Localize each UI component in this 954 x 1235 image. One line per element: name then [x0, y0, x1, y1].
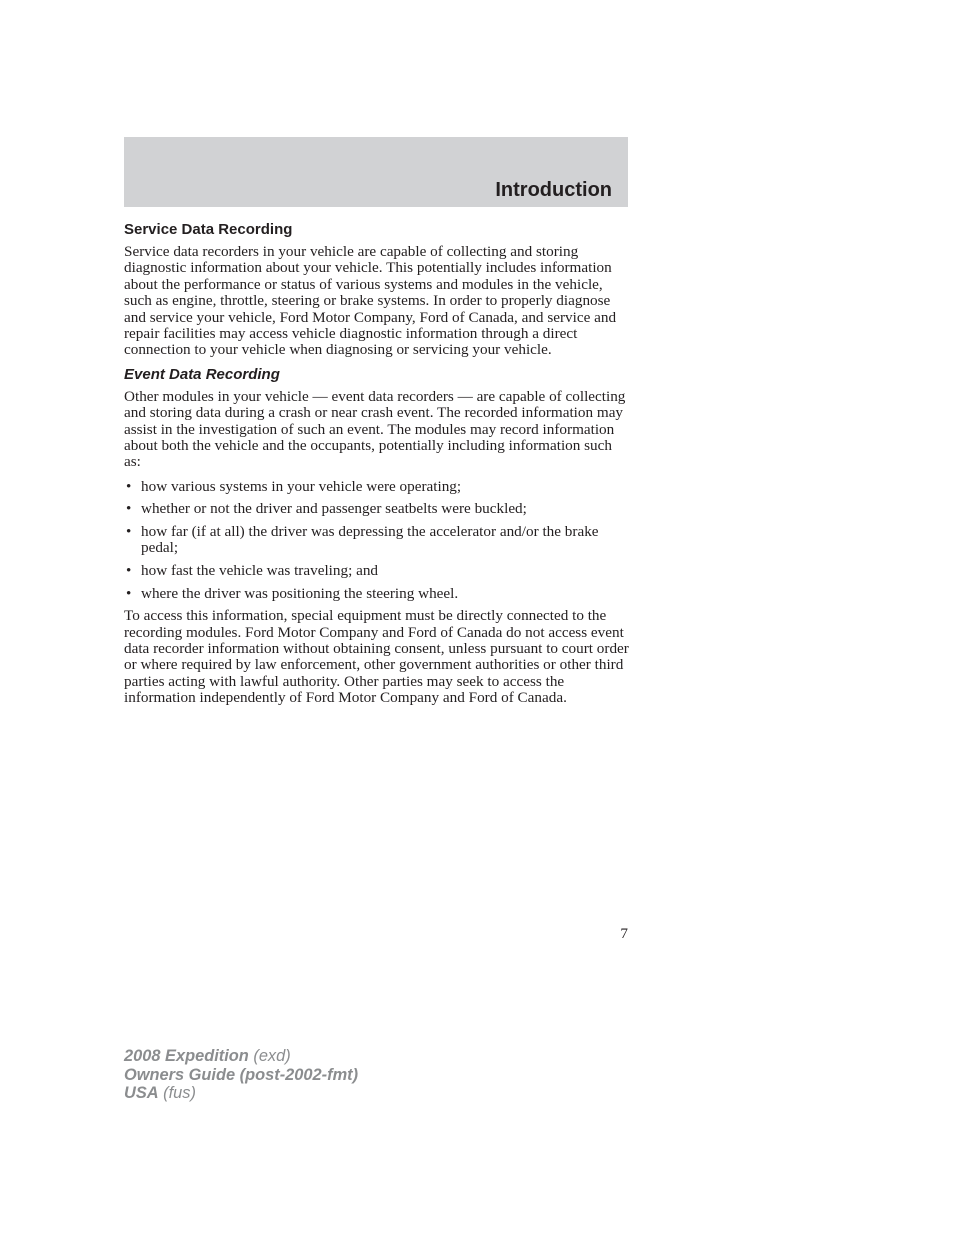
footer-line-model: [124, 1047, 358, 1066]
footer-market-name: USA: [124, 1084, 159, 1102]
list-item-text: whether or not the driver and passenger seatbelts were buckled;: [141, 500, 527, 518]
list-item: [124, 586, 630, 602]
footer-line-market: [124, 1084, 358, 1103]
footer-model-name: 2008 Expedition: [124, 1047, 249, 1065]
bullet-icon: •: [126, 523, 132, 541]
list-item: [124, 563, 630, 579]
footer-market-code: (fus): [163, 1084, 196, 1102]
list-item-text: where the driver was positioning the steering wheel.: [141, 584, 459, 602]
list-item: [124, 501, 630, 517]
section-header-band: [124, 137, 628, 207]
list-item-text: how fast the vehicle was traveling; and: [141, 562, 379, 580]
service-data-paragraph: Service data recorders in your vehicle are capable of collecting and storing diagnostic information about your vehicle. This potentially includes information about the performance or status of various systems and modules in the vehicle, such as engine, throttle, steering or brake systems. In order to properly diagnose and service your vehicle, Ford Motor Company, Ford of Canada, and service and repair facilities may access vehicle diagnostic information through a direct connection to your vehicle when diagnosing or servicing your vehicle.: [124, 243, 617, 359]
bullet-icon: •: [126, 584, 132, 602]
list-item: [124, 524, 630, 557]
bullet-icon: •: [126, 562, 132, 580]
service-data-recording-heading: Service Data Recording: [124, 221, 293, 238]
bullet-icon: •: [126, 500, 132, 518]
section-title: Introduction: [495, 179, 612, 201]
page-number: 7: [620, 925, 628, 942]
list-item-text: how various systems in your vehicle were operating;: [141, 477, 462, 495]
event-data-recording-heading: Event Data Recording: [124, 365, 280, 383]
footer-model-code: (exd): [253, 1047, 291, 1065]
event-data-closing-paragraph: To access this information, special equipment must be directly connected to the recording modules. Ford Motor Company and Ford of Canada do not access event data recorder information without obtaining consent, unless pursuant to court order or where required by law enforcement, other government authorities or other third parties acting with lawful authority. Other parties may seek to access the information independently of Ford Motor Company and Ford of Canada.: [124, 607, 629, 707]
bullet-icon: •: [126, 477, 132, 495]
list-item-text: how far (if at all) the driver was depressing the accelerator and/or the brake pedal;: [141, 523, 599, 557]
list-item: [124, 479, 630, 495]
event-data-intro-paragraph: Other modules in your vehicle — event data recorders — are capable of collecting and storing data during a crash or near crash event. The recorded information may assist in the investigation of such an event. The modules may record information about both the vehicle and the occupants, potentially including information such as:: [124, 387, 626, 471]
event-data-bullet-list: [124, 479, 630, 602]
footer-line-guide: [124, 1066, 358, 1085]
document-footer: [124, 1047, 358, 1103]
footer-guide-name: Owners Guide (post-2002-fmt): [124, 1065, 359, 1084]
page-content: [124, 220, 630, 707]
